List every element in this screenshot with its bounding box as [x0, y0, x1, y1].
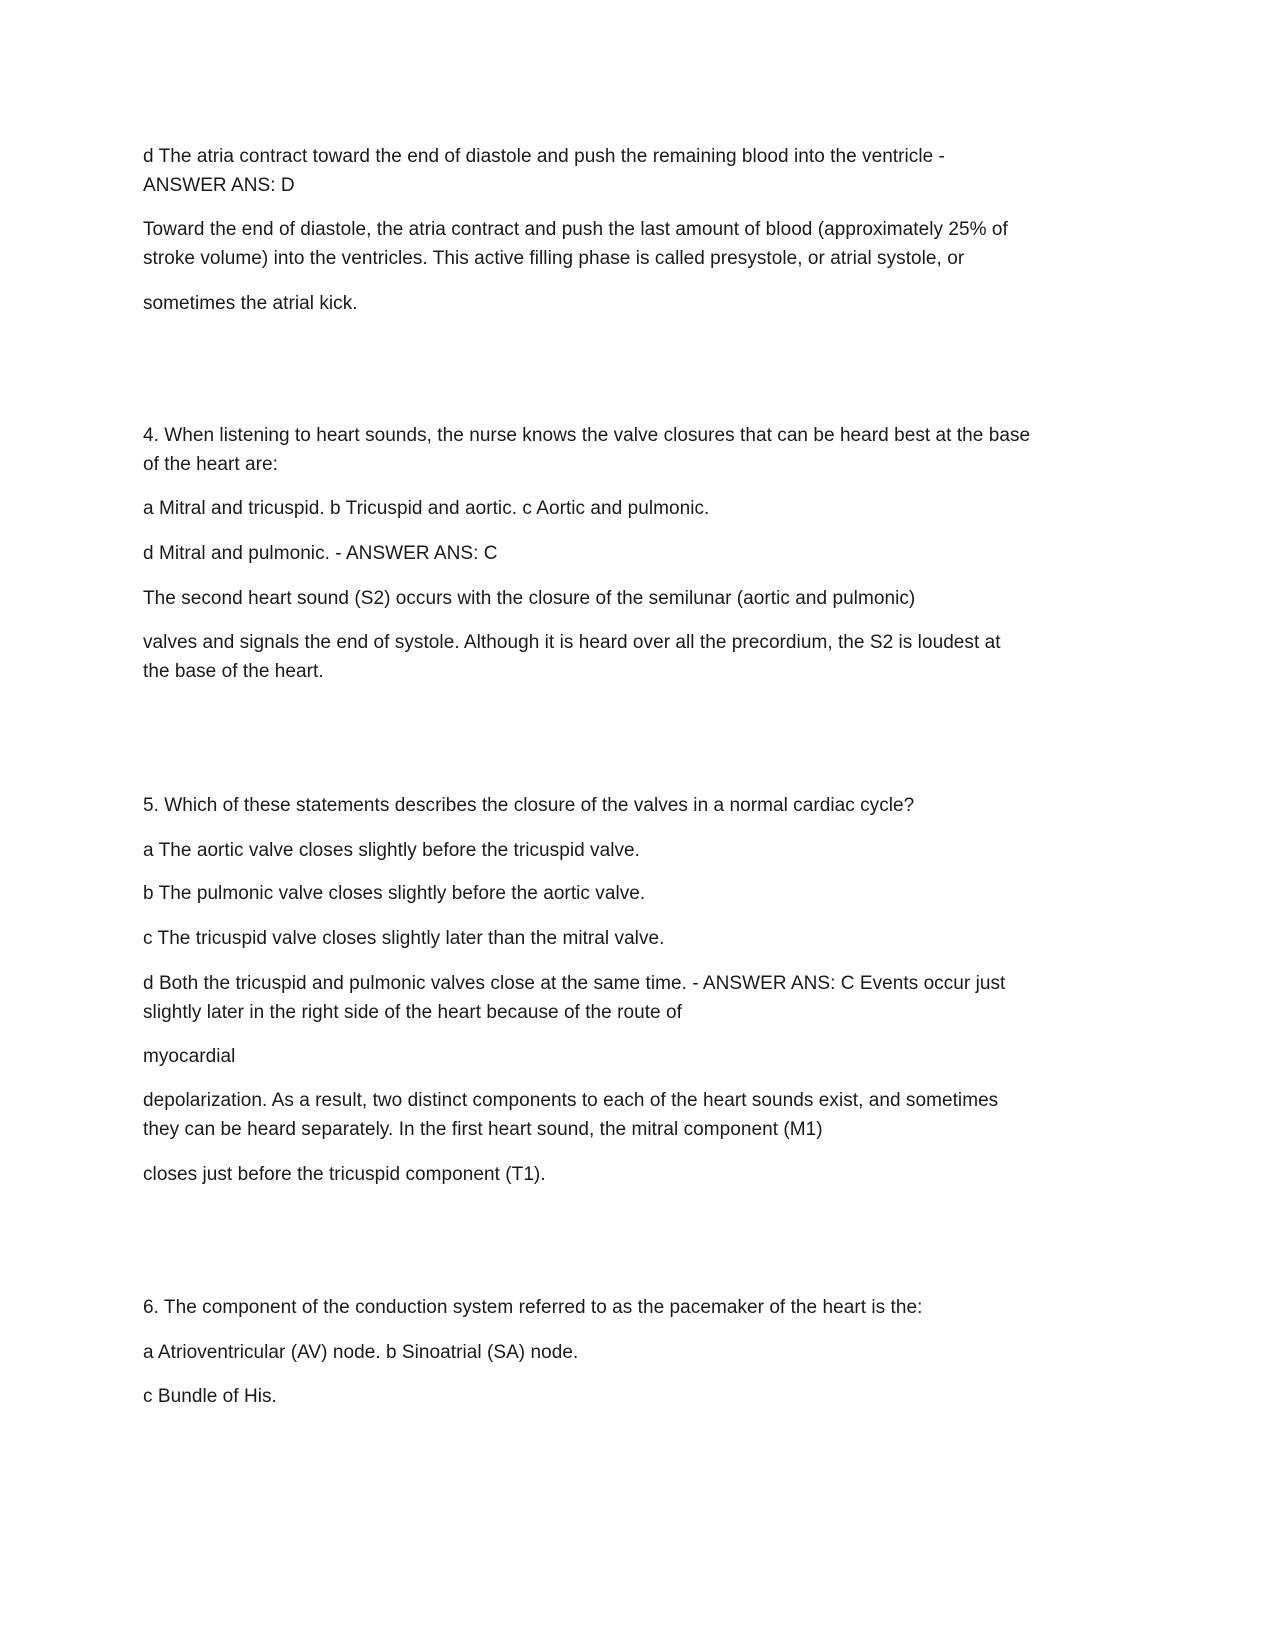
answer-line: d Both the tricuspid and pulmonic valves close at the same time. - ANSWER ANS: C Events occur just [143, 973, 1006, 994]
text-line: stroke volume) into the ventricles. This active filling phase is called presystole, or atrial systole, or [143, 248, 965, 269]
text-line: sometimes the atrial kick. [143, 293, 358, 314]
rationale-line: slightly later in the right side of the heart because of the route of [143, 1002, 682, 1023]
rationale-line: myocardial [143, 1046, 236, 1067]
answer-option: c Bundle of His. [143, 1386, 277, 1407]
answer-option: a The aortic valve closes slightly before the tricuspid valve. [143, 840, 640, 861]
rationale-line: The second heart sound (S2) occurs with the closure of the semilunar (aortic and pulmonic) [143, 588, 916, 609]
answer-option: b The pulmonic valve closes slightly before the aortic valve. [143, 883, 646, 904]
answer-line: d Mitral and pulmonic. - ANSWER ANS: C [143, 543, 498, 564]
text-line: Toward the end of diastole, the atria contract and push the last amount of blood (approximately 25% of [143, 219, 1008, 240]
question-heading: 5. Which of these statements describes the closure of the valves in a normal cardiac cycle? [143, 795, 915, 816]
rationale-line: depolarization. As a result, two distinct components to each of the heart sounds exist, and sometimes [143, 1090, 999, 1111]
rationale-line: the base of the heart. [143, 661, 324, 682]
answer-options: a Atrioventricular (AV) node. b Sinoatrial (SA) node. [143, 1342, 579, 1363]
answer-options: a Mitral and tricuspid. b Tricuspid and aortic. c Aortic and pulmonic. [143, 498, 710, 519]
text-line: of the heart are: [143, 454, 278, 475]
rationale-line: closes just before the tricuspid component (T1). [143, 1164, 546, 1185]
question-heading: 4. When listening to heart sounds, the nurse knows the valve closures that can be heard best at the base [143, 425, 1031, 446]
text-line: ANSWER ANS: D [143, 175, 295, 196]
rationale-line: valves and signals the end of systole. Although it is heard over all the precordium, the S2 is loudest at [143, 632, 1001, 653]
answer-option: c The tricuspid valve closes slightly later than the mitral valve. [143, 928, 665, 949]
rationale-line: they can be heard separately. In the first heart sound, the mitral component (M1) [143, 1119, 823, 1140]
question-heading: 6. The component of the conduction system referred to as the pacemaker of the heart is the: [143, 1297, 923, 1318]
text-line: d The atria contract toward the end of diastole and push the remaining blood into the ventricle - [143, 146, 945, 167]
